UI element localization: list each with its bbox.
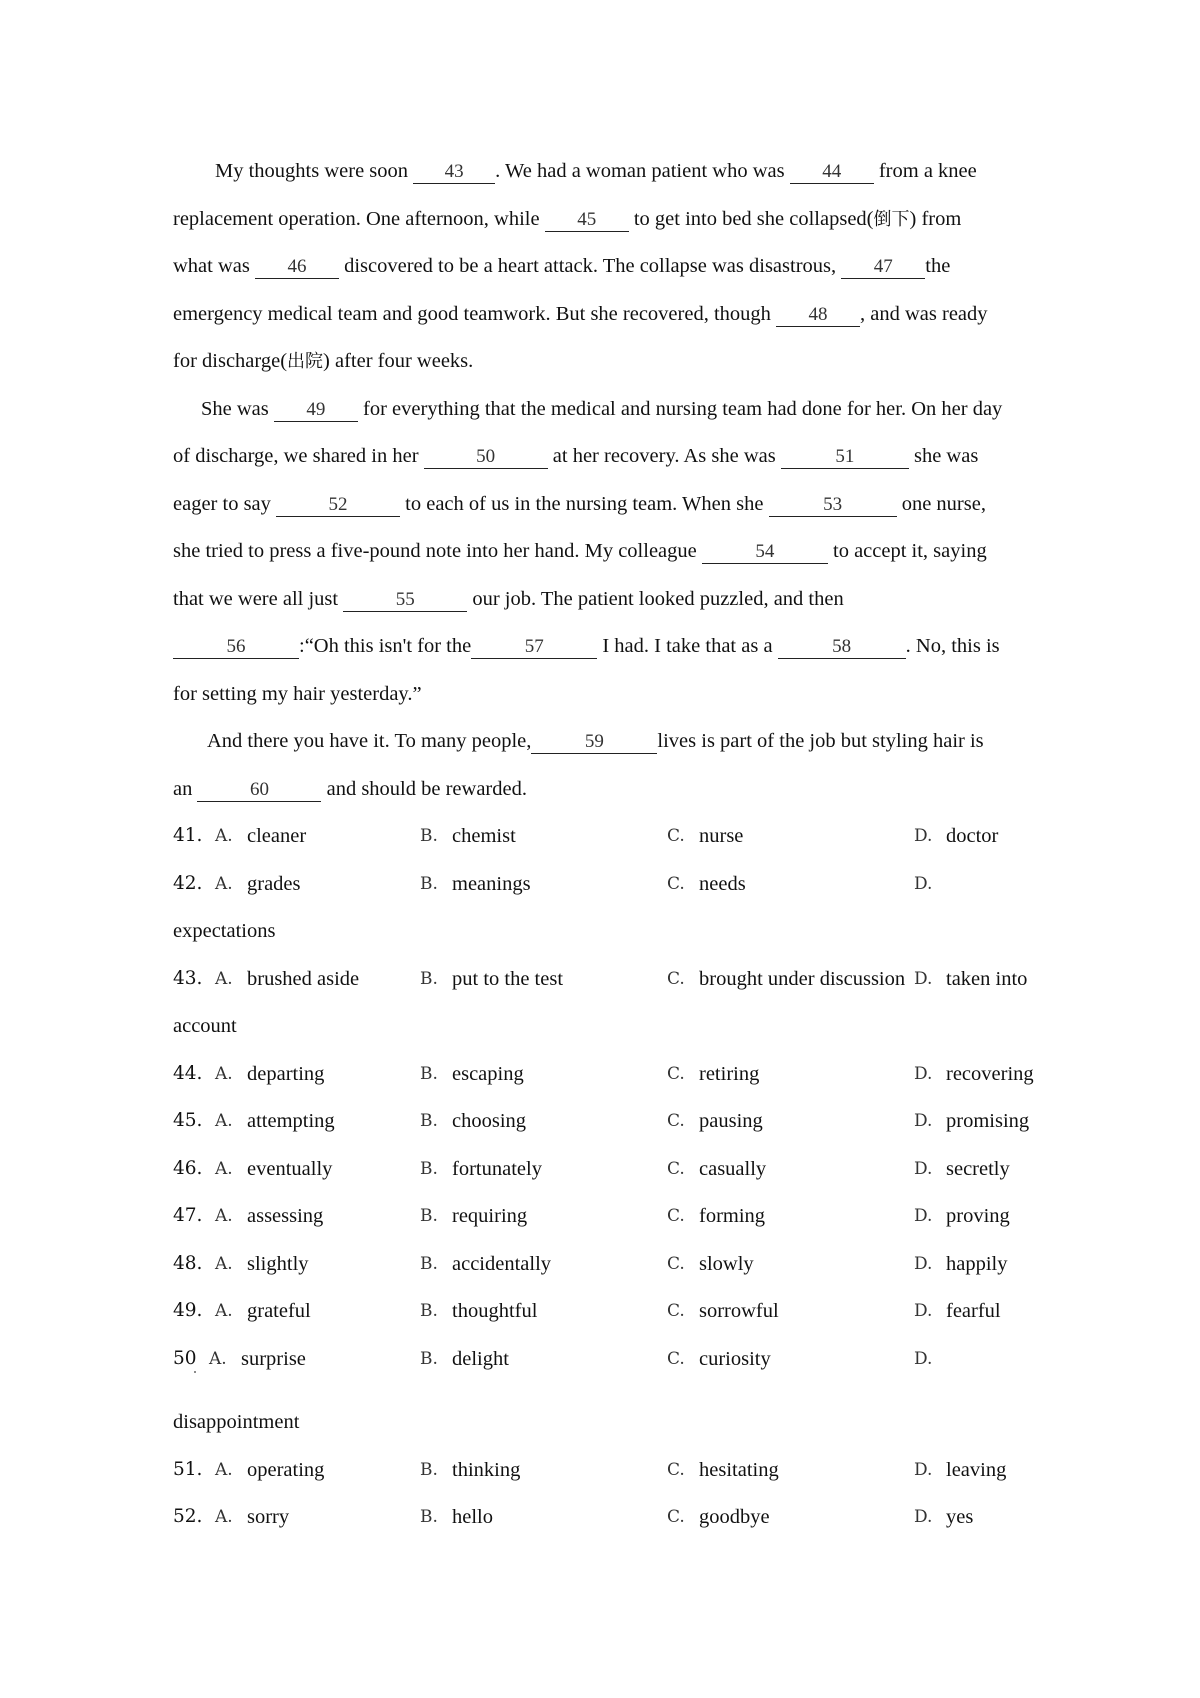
blank-51: 51 [781,447,909,469]
option-row-46: 46. A. eventually B. fortunately C. casually D. secretly [173,1158,1010,1180]
option-d[interactable]: doctor [946,825,999,847]
blank-46: 46 [255,257,339,279]
option-a[interactable]: grades [247,873,301,895]
option-row-45: 45. A. attempting B. choosing C. pausing D. promising [173,1110,1030,1132]
passage-line: My thoughts were soon 43 . We had a woman patient who was 44 from a knee [215,160,977,182]
blank-55: 55 [343,590,467,612]
option-a[interactable]: eventually [247,1158,333,1180]
question-number: 48. [173,1253,203,1274]
option-b[interactable]: requiring [452,1205,528,1227]
option-row-42: 42. A. grades B. meanings C. needs D. [173,873,933,895]
option-b[interactable]: thinking [452,1459,521,1481]
option-b[interactable]: choosing [452,1110,527,1132]
passage-line: 56 :“Oh this isn't for the 57 I had. I take that as a 58 . No, this is [173,633,1000,663]
passage-line: of discharge, we shared in her 50 at her recovery. As she was 51 she was [173,445,979,467]
option-d-wrapped[interactable]: account [173,1015,237,1037]
option-d[interactable]: secretly [946,1158,1010,1180]
option-b[interactable]: hello [452,1506,493,1528]
question-number: 42. [173,873,203,894]
blank-48: 48 [776,305,860,327]
question-number: 43. [173,968,203,989]
option-b[interactable]: chemist [452,825,516,847]
option-row-47: 47. A. assessing B. requiring C. forming D. proving [173,1205,1010,1227]
option-b[interactable]: meanings [452,873,531,895]
option-b[interactable]: thoughtful [452,1300,538,1322]
option-d[interactable]: yes [946,1506,974,1528]
option-c[interactable]: retiring [699,1063,760,1085]
option-row-49: 49. A. grateful B. thoughtful C. sorrowful D. fearful [173,1300,1001,1322]
option-c[interactable]: hesitating [699,1459,779,1481]
option-c[interactable]: forming [699,1205,766,1227]
option-b[interactable]: put to the test [452,968,564,990]
option-c[interactable]: curiosity [699,1348,771,1370]
option-c[interactable]: slowly [699,1253,754,1275]
passage-line: She was 49 for everything that the medical and nursing team had done for her. On her day [201,398,1003,420]
option-a[interactable]: slightly [247,1253,309,1275]
option-d[interactable]: taken into [946,968,1028,990]
blank-52: 52 [276,495,400,517]
option-a[interactable]: grateful [247,1300,311,1322]
passage-line: for discharge(出院) after four weeks. [173,350,474,372]
blank-56: 56 [173,637,299,659]
option-row-48: 48. A. slightly B. accidentally C. slowly D. happily [173,1253,1008,1275]
option-row-44: 44. A. departing B. escaping C. retiring D. recovering [173,1063,1034,1085]
option-row-52: 52. A. sorry B. hello C. goodbye D. yes [173,1506,974,1528]
passage-line: for setting my hair yesterday.” [173,683,422,705]
question-number: 49. [173,1300,203,1321]
blank-60: 60 [197,780,321,802]
option-c[interactable]: nurse [699,825,744,847]
passage-line: emergency medical team and good teamwork. But she recovered, though 48 , and was ready [173,303,988,325]
question-number: 50 [173,1348,197,1369]
option-a[interactable]: surprise [241,1348,306,1370]
option-b[interactable]: escaping [452,1063,524,1085]
question-number: 41. [173,825,203,846]
option-c[interactable]: casually [699,1158,767,1180]
blank-57: 57 [471,637,597,659]
passage-line: eager to say 52 to each of us in the nursing team. When she 53 one nurse, [173,493,986,515]
passage-line: And there you have it. To many people, 59 lives is part of the job but styling hair is [207,730,984,752]
blank-58: 58 [778,637,906,659]
option-b[interactable]: accidentally [452,1253,552,1275]
option-a[interactable]: brushed aside [247,968,360,990]
question-number: 51. [173,1459,203,1480]
option-a[interactable]: attempting [247,1110,335,1132]
question-number: 47. [173,1205,203,1226]
option-c[interactable]: pausing [699,1110,763,1132]
passage-line: she tried to press a five-pound note into her hand. My colleague 54 to accept it, saying [173,540,987,562]
option-b[interactable]: fortunately [452,1158,542,1180]
passage-line: what was 46 discovered to be a heart attack. The collapse was disastrous, 47 the [173,255,951,277]
blank-59: 59 [531,732,657,754]
option-d[interactable]: happily [946,1253,1008,1275]
question-number: 46. [173,1158,203,1179]
option-a[interactable]: assessing [247,1205,324,1227]
option-d[interactable]: fearful [946,1300,1001,1322]
option-d[interactable]: proving [946,1205,1010,1227]
passage-line: an 60 and should be rewarded. [173,778,527,800]
option-d[interactable]: recovering [946,1063,1034,1085]
option-d-wrapped[interactable]: expectations [173,920,276,942]
option-row-41: 41. A. cleaner B. chemist C. nurse D. doctor [173,825,999,847]
option-d[interactable]: promising [946,1110,1030,1132]
blank-45: 45 [545,210,629,232]
question-number: 45. [173,1110,203,1131]
option-c[interactable]: needs [699,873,746,895]
question-number: 52. [173,1506,203,1527]
passage-line: replacement operation. One afternoon, while 45 to get into bed she collapsed(倒下) from [173,208,962,230]
blank-50: 50 [424,447,548,469]
blank-53: 53 [769,495,897,517]
blank-47: 47 [841,257,925,279]
passage-line: that we were all just 55 our job. The patient looked puzzled, and then [173,588,844,610]
option-c[interactable]: goodbye [699,1506,770,1528]
option-c[interactable]: brought under discussion [699,968,906,990]
option-d-wrapped[interactable]: disappointment [173,1411,300,1433]
option-a[interactable]: departing [247,1063,325,1085]
option-c[interactable]: sorrowful [699,1300,779,1322]
option-d[interactable]: leaving [946,1459,1007,1481]
option-row-51: 51. A. operating B. thinking C. hesitating D. leaving [173,1459,1007,1481]
option-row-50: 50 A. surprise B. delight C. curiosity D. [173,1348,933,1370]
option-a[interactable]: cleaner [247,825,307,847]
blank-43: 43 [413,162,495,184]
stray-dot [194,1371,196,1373]
option-b[interactable]: delight [452,1348,509,1370]
blank-54: 54 [702,542,828,564]
option-a[interactable]: operating [247,1459,325,1481]
blank-44: 44 [790,162,874,184]
option-a[interactable]: sorry [247,1506,290,1528]
question-number: 44. [173,1063,203,1084]
blank-49: 49 [274,400,358,422]
option-row-43: 43. A. brushed aside B. put to the test C. brought under discussion D. taken into [173,968,1028,990]
